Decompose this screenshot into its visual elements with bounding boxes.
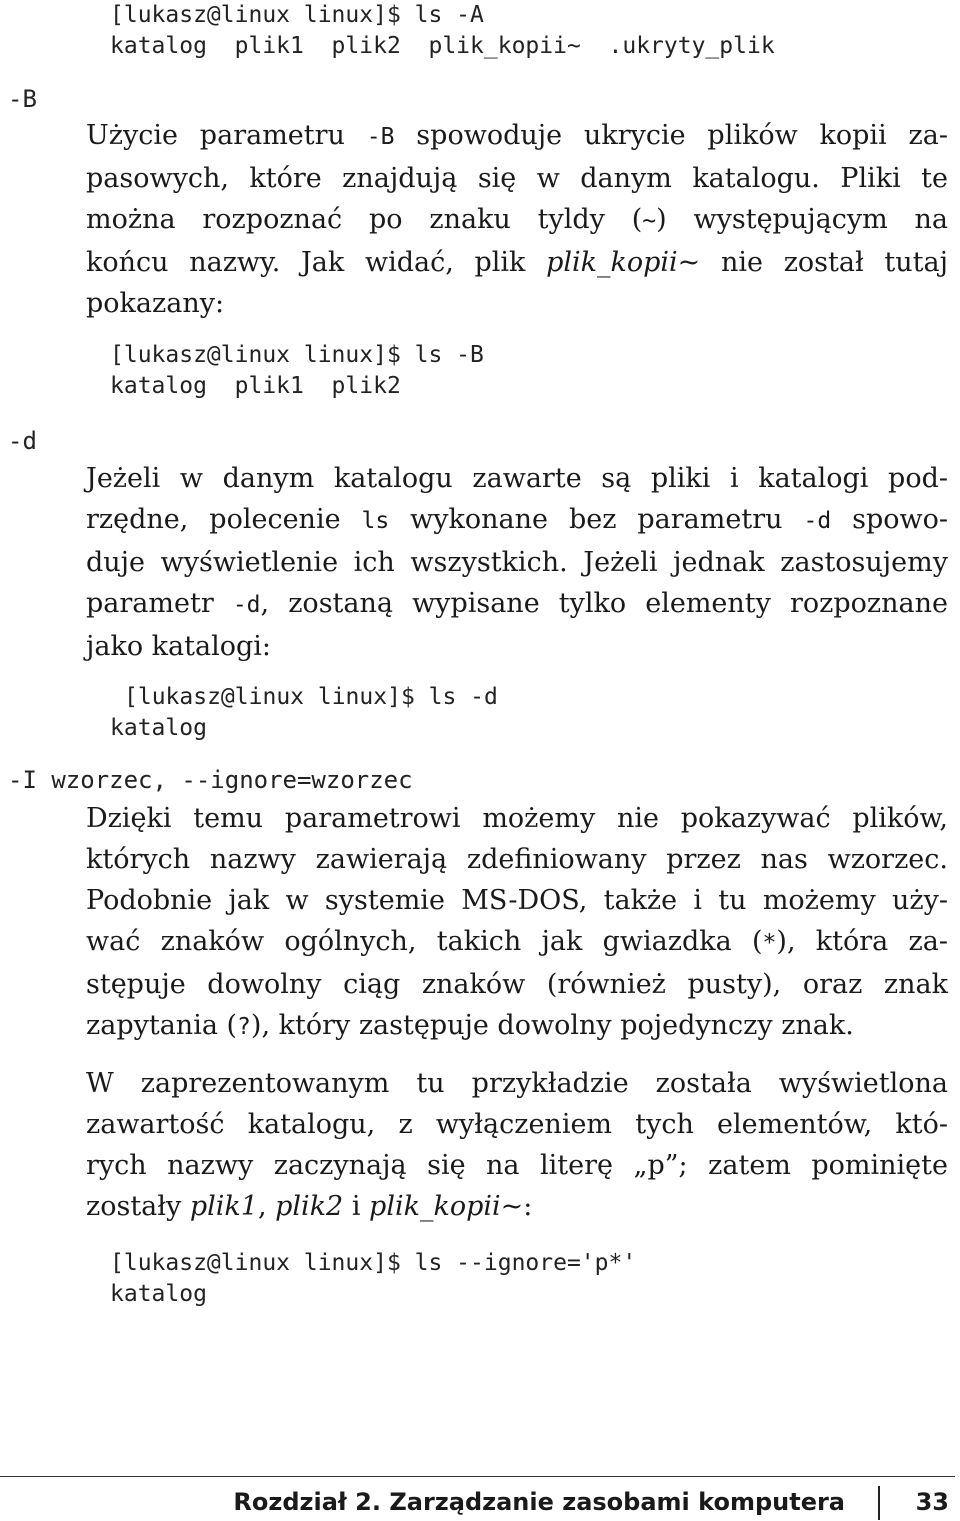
footer-separator (878, 1486, 880, 1520)
text-line: rzędne, polecenie ls wykonane bez parametru -d spowo- (86, 504, 949, 535)
text-line: jako katalogi: (86, 631, 271, 662)
text-line: Jeżeli w danym katalogu zawarte są pliki i katalogi pod- (86, 463, 948, 494)
code-line: katalog plik1 plik2 (110, 373, 401, 399)
paragraph-d (86, 458, 948, 667)
text-line: można rozpoznać po znaku tyldy (~) występującym na (86, 204, 948, 235)
code-line: [lukasz@linux linux]$ ls --ignore='p*' (110, 1250, 637, 1276)
text-line: których nazwy zawierają zdefiniowany przez nas wzorzec. (86, 844, 948, 875)
text-line: Podobnie jak w systemie MS-DOS, także i tu możemy uży- (86, 885, 948, 916)
text-line: zapytania (?), który zastępuje dowolny pojedynczy znak. (86, 1010, 854, 1041)
text-line: parametr -d, zostaną wypisane tylko elementy rozpoznane (86, 588, 948, 619)
footer-divider (0, 1476, 955, 1477)
code-line: katalog (110, 1281, 207, 1307)
option-label-d: -d (8, 427, 37, 455)
paragraph-b (86, 115, 948, 324)
option-label-b: -B (8, 85, 37, 113)
paragraph-ignore-2 (86, 1063, 948, 1227)
text-line: zawartość katalogu, z wyłączeniem tych elementów, któ- (86, 1109, 948, 1140)
code-block-ls-b (110, 340, 484, 402)
code-block-ls-d (124, 682, 498, 713)
code-line: [lukasz@linux linux]$ ls -A (110, 2, 484, 28)
text-line: duje wyświetlenie ich wszystkich. Jeżeli jednak zastosujemy (86, 547, 948, 578)
text-line: rych nazwy zaczynają się na literę „p”; zatem pominięte (86, 1150, 948, 1181)
page-number: 33 (915, 1488, 949, 1516)
text-line: wać znaków ogólnych, takich jak gwiazdka (*), która za- (86, 926, 949, 957)
page-footer (0, 1486, 955, 1520)
paragraph-ignore-1 (86, 798, 948, 1048)
code-line: [lukasz@linux linux]$ ls -B (110, 342, 484, 368)
code-block-ls-a (110, 0, 775, 62)
code-line: katalog (110, 715, 207, 741)
code-block-ls-d-output (110, 713, 207, 744)
code-line: [lukasz@linux linux]$ ls -d (124, 684, 498, 710)
text-line: końcu nazwy. Jak widać, plik plik_kopii~ nie został tutaj (86, 247, 948, 278)
text-line: zostały plik1, plik2 i plik_kopii~: (86, 1191, 533, 1222)
text-line: pokazany: (86, 288, 225, 319)
text-line: W zaprezentowanym tu przykładzie została wyświetlona (86, 1068, 948, 1099)
text-line: Użycie parametru -B spowoduje ukrycie plików kopii za- (86, 120, 948, 151)
text-line: Dzięki temu parametrowi możemy nie pokazywać plików, (86, 803, 948, 834)
code-block-ls-ignore (110, 1248, 636, 1310)
text-line: stępuje dowolny ciąg znaków (również pusty), oraz znak (86, 969, 948, 1000)
option-label-ignore: -I wzorzec, --ignore=wzorzec (8, 766, 413, 794)
code-line: katalog plik1 plik2 plik_kopii~ .ukryty_plik (110, 33, 775, 59)
text-line: pasowych, które znajdują się w danym katalogu. Pliki te (86, 163, 948, 194)
chapter-title: Rozdział 2. Zarządzanie zasobami komputera (233, 1488, 845, 1516)
